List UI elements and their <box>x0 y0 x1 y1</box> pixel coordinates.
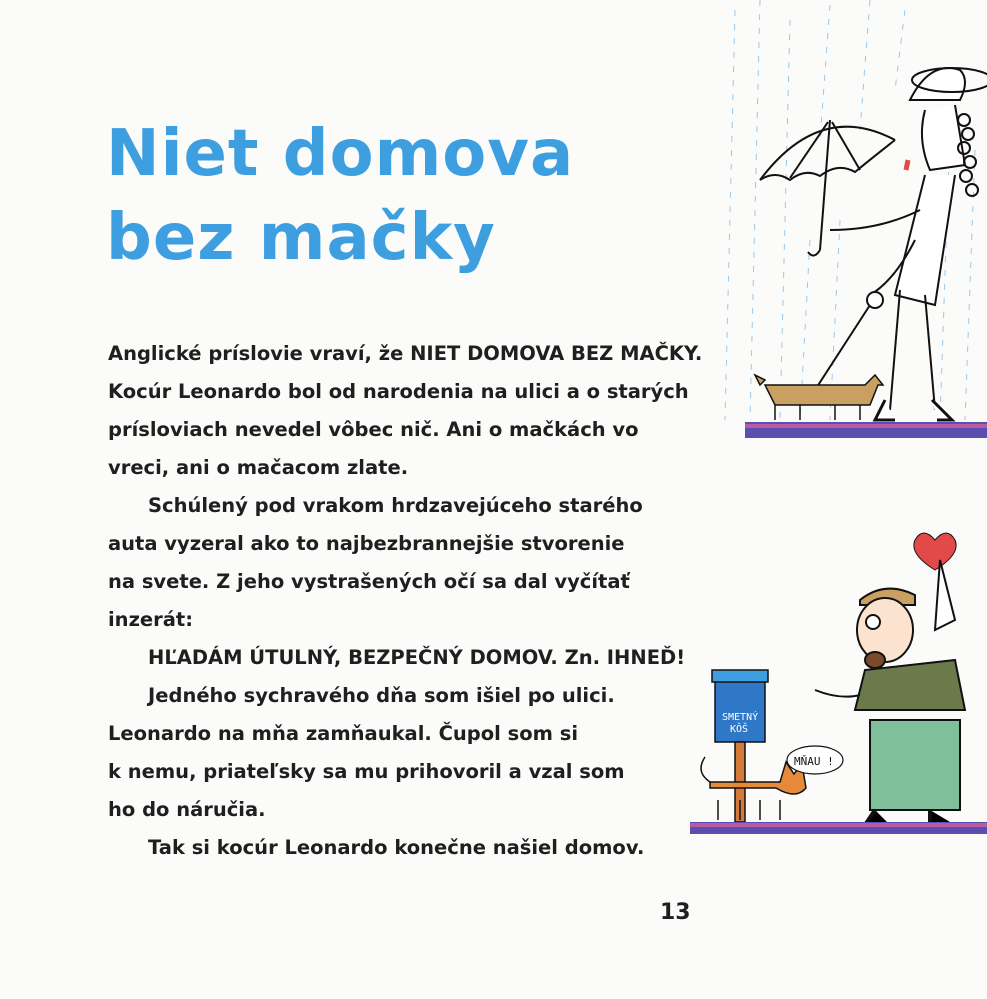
man <box>815 560 965 825</box>
text-line: Anglické príslovie vraví, že NIET DOMOVA BEZ MAČKY. <box>108 342 703 365</box>
heart-icon <box>914 533 956 570</box>
text-line: Schúlený pod vrakom hrdzavejúceho starého <box>148 494 643 517</box>
title-line-1: Niet domova <box>106 117 575 191</box>
dog <box>755 375 883 420</box>
page-number: 13 <box>660 900 691 925</box>
text-line: auta vyzeral ako to najbezbrannejšie stvorenie <box>108 532 625 555</box>
text-line: vreci, ani o mačacom zlate. <box>108 456 409 479</box>
speech-bubble-text: MŇAU ! <box>794 755 834 768</box>
text-line: Jedného sychravého dňa som išiel po ulici. <box>148 684 615 707</box>
text-line: ho do náručia. <box>108 798 266 821</box>
title-line-2: bez mačky <box>106 201 496 275</box>
woman <box>815 68 987 420</box>
text-line: na svete. Z jeho vystrašených očí sa dal vyčítať <box>108 570 630 593</box>
text-line: k nemu, priateľsky sa mu prihovoril a vzal som <box>108 760 625 783</box>
bin-label-2: KÔŠ <box>730 724 749 735</box>
text-line: inzerát: <box>108 608 194 631</box>
text-line: Tak si kocúr Leonardo konečne našiel domov. <box>148 836 645 859</box>
woman-umbrella-illustration <box>720 0 987 450</box>
story-text <box>108 335 708 867</box>
text-line: Kocúr Leonardo bol od narodenia na ulici a o starých <box>108 380 689 403</box>
umbrella <box>760 120 895 256</box>
text-line: HĽADÁM ÚTULNÝ, BEZPEČNÝ DOMOV. Zn. IHNEĎ! <box>148 646 686 669</box>
text-line: Leonardo na mňa zamňaukal. Čupol som si <box>108 722 579 745</box>
man-cat-illustration <box>690 520 987 840</box>
text-line: prísloviach nevedel vôbec nič. Ani o mačkách vo <box>108 418 639 441</box>
page-title <box>106 112 574 280</box>
speech-bubble <box>787 746 843 774</box>
trash-bin <box>712 670 768 822</box>
bin-label-1: SMETNÝ <box>722 712 759 723</box>
